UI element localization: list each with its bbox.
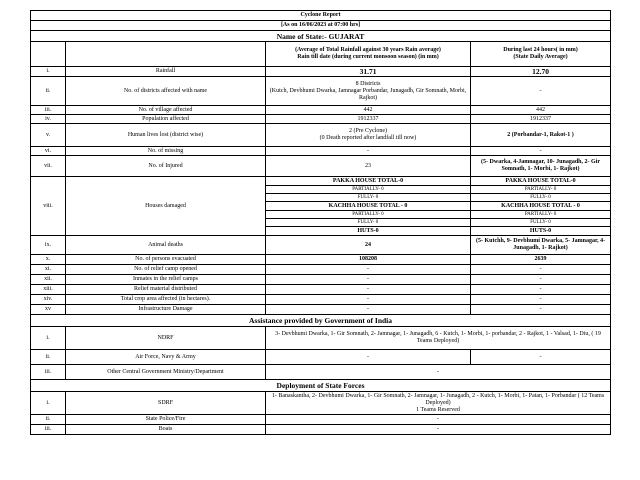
table-cell: xii. — [31, 275, 66, 285]
table-cell: Inmates in the relief camps — [66, 275, 266, 285]
table-cell: 31.71 — [266, 67, 471, 77]
column-header-row — [31, 42, 611, 67]
table-row — [31, 425, 611, 435]
table-cell: - — [471, 275, 611, 285]
table-cell: KACHHA HOUSE TOTAL - 0 — [471, 202, 611, 211]
table-cell: iv. — [31, 115, 66, 124]
table-cell: No. of districts affected with name — [66, 77, 266, 106]
table-cell: 23 — [266, 156, 471, 177]
table-cell: Relief material distributed — [66, 285, 266, 295]
table-cell: iii. — [31, 365, 66, 380]
table-cell: ix. — [31, 236, 66, 255]
column-header-rain-till-date: (Average of Total Rainfall against 30 years Rain average) Rain till date (during current monsoon season) (in mm) — [266, 42, 471, 67]
table-cell: - — [266, 265, 471, 275]
state-forces-heading-row — [31, 380, 611, 392]
table-row — [31, 392, 611, 415]
table-cell: FULLY- 0 — [266, 219, 471, 227]
table-cell: 2 (Porbandar-1, Rakot-1 ) — [471, 124, 611, 147]
title-row — [31, 11, 611, 21]
table-cell: HUTS-0 — [471, 227, 611, 236]
table-cell: i. — [31, 327, 66, 350]
table-row — [31, 275, 611, 285]
table-cell: i. — [31, 67, 66, 77]
table-row — [31, 124, 611, 147]
state-row — [31, 31, 611, 42]
table-cell: i. — [31, 392, 66, 415]
table-cell: iii. — [31, 106, 66, 115]
table-cell: Houses damaged — [66, 177, 266, 236]
table-cell: 12.70 — [471, 67, 611, 77]
table-cell: - — [471, 147, 611, 156]
table-cell: No. of relief camp opened — [66, 265, 266, 275]
table-cell: FULLY- 0 — [471, 194, 611, 202]
table-row — [31, 415, 611, 425]
table-cell: SDRF — [66, 392, 266, 415]
report-date: [As on 16/06/2023 at 07:00 hrs] — [31, 21, 611, 31]
table-row — [31, 156, 611, 177]
table-cell: ii. — [31, 415, 66, 425]
table-cell: 3- Devbhumi Dwarka, 1- Gir Somnath, 2- Jamnagar, 1- Junagadh, 6 - Kutch, 1- Morbi, 1- porbandar, 2 - Rajkot, 1 - Valsad, 1- Diu, ( 19 Teams Deployed) — [266, 327, 611, 350]
table-cell: Other Central Government Ministry/Department — [66, 365, 266, 380]
table-cell: Boats — [66, 425, 266, 435]
table-row — [31, 285, 611, 295]
table-row — [31, 327, 611, 350]
table-cell: - — [266, 415, 611, 425]
table-cell: 442 — [471, 106, 611, 115]
table-cell: xi. — [31, 265, 66, 275]
table-cell: - — [471, 285, 611, 295]
table-cell: 108208 — [266, 255, 471, 265]
table-cell: 2639 — [471, 255, 611, 265]
table-cell: - — [471, 350, 611, 365]
table-cell: Air Force, Navy & Army — [66, 350, 266, 365]
table-cell: x. — [31, 255, 66, 265]
empty-cell — [31, 42, 66, 67]
column-header-last-24-hours: During last 24 hours( in mm) (State Daily Average) — [471, 42, 611, 67]
table-cell: 442 — [266, 106, 471, 115]
table-row — [31, 147, 611, 156]
table-cell: NDRF — [66, 327, 266, 350]
table-row — [31, 365, 611, 380]
table-cell: 1912337 — [471, 115, 611, 124]
table-cell: - — [266, 350, 471, 365]
table-cell: - — [266, 365, 611, 380]
table-cell: No. of persons evacuated — [66, 255, 266, 265]
table-cell: - — [266, 275, 471, 285]
date-row — [31, 21, 611, 31]
table-cell: - — [266, 425, 611, 435]
table-cell: xiii. — [31, 285, 66, 295]
table-cell: HUTS-0 — [266, 227, 471, 236]
table-cell: ii. — [31, 350, 66, 365]
table-cell: 1912337 — [266, 115, 471, 124]
table-cell: - — [471, 295, 611, 305]
table-row — [31, 305, 611, 315]
table-cell: - — [471, 265, 611, 275]
report-title: Cyclone Report — [31, 11, 611, 21]
table-row — [31, 255, 611, 265]
table-row — [31, 77, 611, 106]
table-cell: ii. — [31, 77, 66, 106]
table-cell: KACHHA HOUSE TOTAL - 0 — [266, 202, 471, 211]
table-cell: Animal deaths — [66, 236, 266, 255]
table-cell: 1- Banaskantha, 2- Devbhumi Dwarka, 1- Gir Somnath, 2- Jamnagar, 1- Junagadh, 2 - Kutch, 1- Morbi, 1- Patan, 1- Porbandar ( 12 Teams Deployed) 1 Teams Reserved — [266, 392, 611, 415]
table-cell: Total crop area affected (in hectares). — [66, 295, 266, 305]
table-cell: No. of missing — [66, 147, 266, 156]
cyclone-report-sheet — [30, 10, 610, 435]
table-cell: - — [266, 285, 471, 295]
table-cell: xiv. — [31, 295, 66, 305]
table-cell: FULLY- 0 — [471, 219, 611, 227]
houses-damaged-row — [31, 177, 611, 186]
table-cell: Human lives lost (district wise) — [66, 124, 266, 147]
table-cell: - — [471, 305, 611, 315]
table-cell: PARTIALLY- 0 — [471, 211, 611, 219]
table-cell: FULLY- 0 — [266, 194, 471, 202]
assistance-heading: Assistance provided by Government of India — [31, 315, 611, 327]
table-cell: iii. — [31, 425, 66, 435]
cyclone-report-table — [30, 10, 611, 435]
assistance-heading-row — [31, 315, 611, 327]
table-cell: Rainfall — [66, 67, 266, 77]
table-cell: - — [266, 147, 471, 156]
table-cell: No. of village affected — [66, 106, 266, 115]
table-cell: - — [471, 77, 611, 106]
table-row — [31, 106, 611, 115]
table-cell: PAKKA HOUSE TOTAL-0 — [471, 177, 611, 186]
table-cell: PARTIALLY- 0 — [266, 186, 471, 194]
table-cell: viii. — [31, 177, 66, 236]
table-cell: (5- Dwarka, 4-Jamnagar, 10- Junagadh, 2- Gir Somnath, 1- Morbi, 1- Rajkot) — [471, 156, 611, 177]
empty-cell — [66, 42, 266, 67]
table-cell: PARTIALLY- 0 — [471, 186, 611, 194]
table-cell: State Police/Fire — [66, 415, 266, 425]
table-row — [31, 295, 611, 305]
table-cell: Population affected — [66, 115, 266, 124]
table-cell: xv — [31, 305, 66, 315]
table-row — [31, 236, 611, 255]
table-cell: 8 Districts (Kutch, Devbhumi Dwarka, Jamnagar Porbandar, Junagadh, Gir Somnath, Morbi, Rajkot) — [266, 77, 471, 106]
table-row — [31, 350, 611, 365]
table-cell: vii. — [31, 156, 66, 177]
table-cell: No. of Injured — [66, 156, 266, 177]
table-cell: - — [266, 305, 471, 315]
table-cell: vi. — [31, 147, 66, 156]
table-cell: PAKKA HOUSE TOTAL-0 — [266, 177, 471, 186]
table-cell: PARTIALLY- 0 — [266, 211, 471, 219]
table-cell: Infrastructure Damage — [66, 305, 266, 315]
table-cell: (5- Kutchh, 9- Devbhumi Dwarka, 5- Jamnagar, 4-Junagadh, 1- Rajkot) — [471, 236, 611, 255]
table-cell: - — [266, 295, 471, 305]
table-cell: 24 — [266, 236, 471, 255]
table-row — [31, 115, 611, 124]
state-name: Name of State:- GUJARAT — [31, 31, 611, 42]
table-cell: 2 (Pre Cyclone) (0 Death reported after landfall till now) — [266, 124, 471, 147]
table-row — [31, 67, 611, 77]
table-row — [31, 265, 611, 275]
state-forces-heading: Deployment of State Forces — [31, 380, 611, 392]
table-cell: v. — [31, 124, 66, 147]
